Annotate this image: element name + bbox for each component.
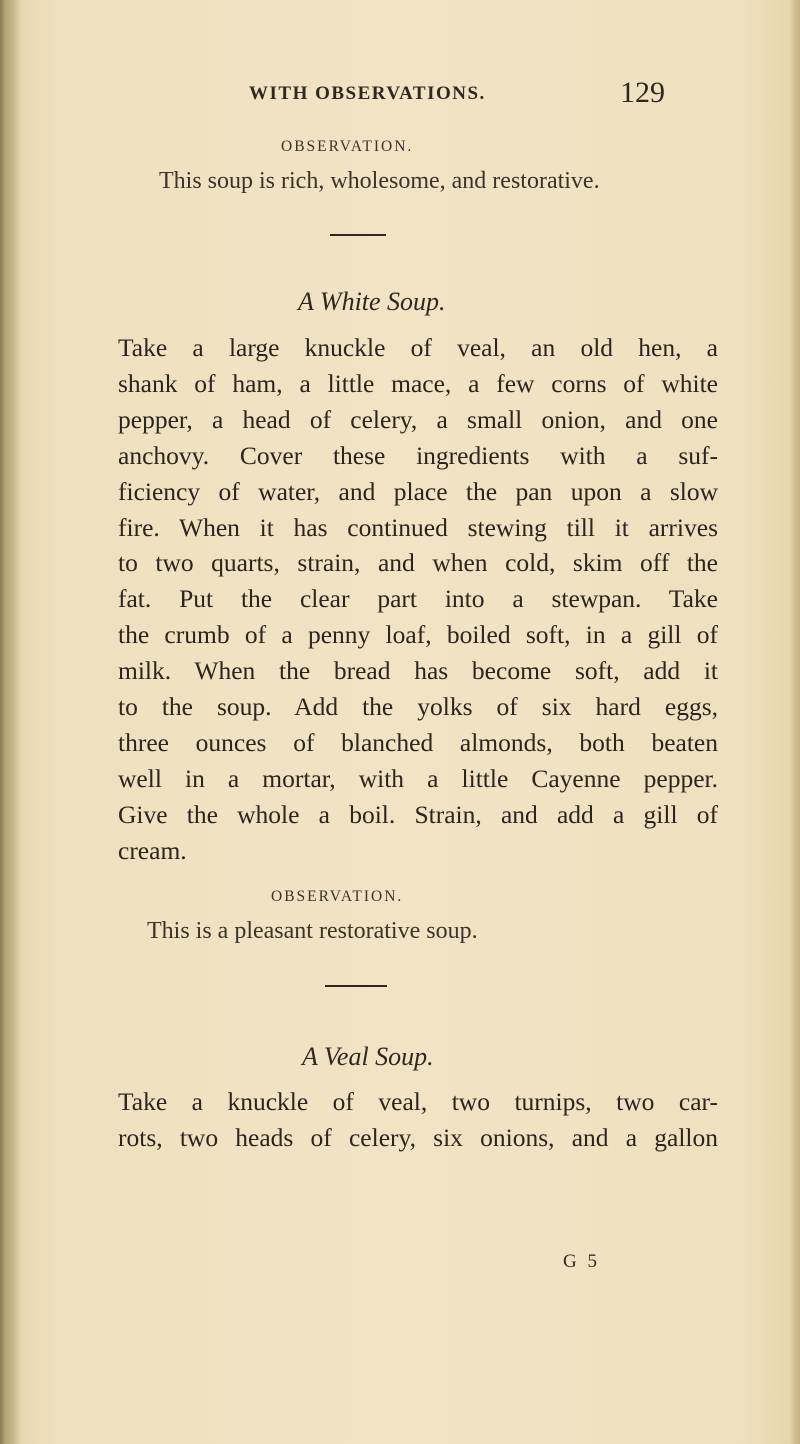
text-line: cream. [118,835,187,865]
text-line: Take a knuckle of veal, two turnips, two car- [118,1087,718,1116]
text-line: anchovy. Cover these ingredients with a suf- [118,440,718,470]
text-line: fire. When it has continued stewing till it arrives [118,512,718,542]
text-line: pepper, a head of celery, a small onion, and one [118,404,718,434]
signature-mark: G 5 [563,1251,600,1272]
section-divider-2 [325,985,387,987]
text-line: rots, two heads of celery, six onions, and a gallon [118,1122,718,1152]
text-line: to the soup. Add the yolks of six hard eggs, [118,692,718,722]
section-divider-1 [330,234,386,236]
page-edge [790,0,800,1444]
text-line: Take a large knuckle of veal, an old hen, a [118,333,718,362]
text-line: milk. When the bread has become soft, add it [118,656,718,686]
page-number: 129 [620,76,665,109]
recipe-title-veal-soup: A Veal Soup. [302,1042,434,1071]
text-line: Give the whole a boil. Strain, and add a gill of [118,799,718,829]
observation-text-1: This soup is rich, wholesome, and restorative. [159,168,600,194]
recipe-body-veal-soup [118,1084,718,1156]
observation-text-2: This is a pleasant restorative soup. [147,918,478,944]
text-line: to two quarts, strain, and when cold, skim off the [118,548,718,578]
text-line: the crumb of a penny loaf, boiled soft, in a gill of [118,620,718,650]
text-line: ficiency of water, and place the pan upon a slow [118,476,718,506]
recipe-title-white-soup: A White Soup. [298,287,446,316]
text-line: well in a mortar, with a little Cayenne pepper. [118,763,718,793]
spine-shadow [0,0,22,1444]
observation-heading-2: OBSERVATION. [271,888,404,905]
recipe-body-white-soup [118,330,718,869]
text-line: three ounces of blanched almonds, both beaten [118,727,718,757]
running-head: WITH OBSERVATIONS. [249,83,486,104]
observation-heading-1: OBSERVATION. [281,138,414,155]
text-line: fat. Put the clear part into a stewpan. Take [118,584,718,614]
text-line: shank of ham, a little mace, a few corns of white [118,368,718,398]
